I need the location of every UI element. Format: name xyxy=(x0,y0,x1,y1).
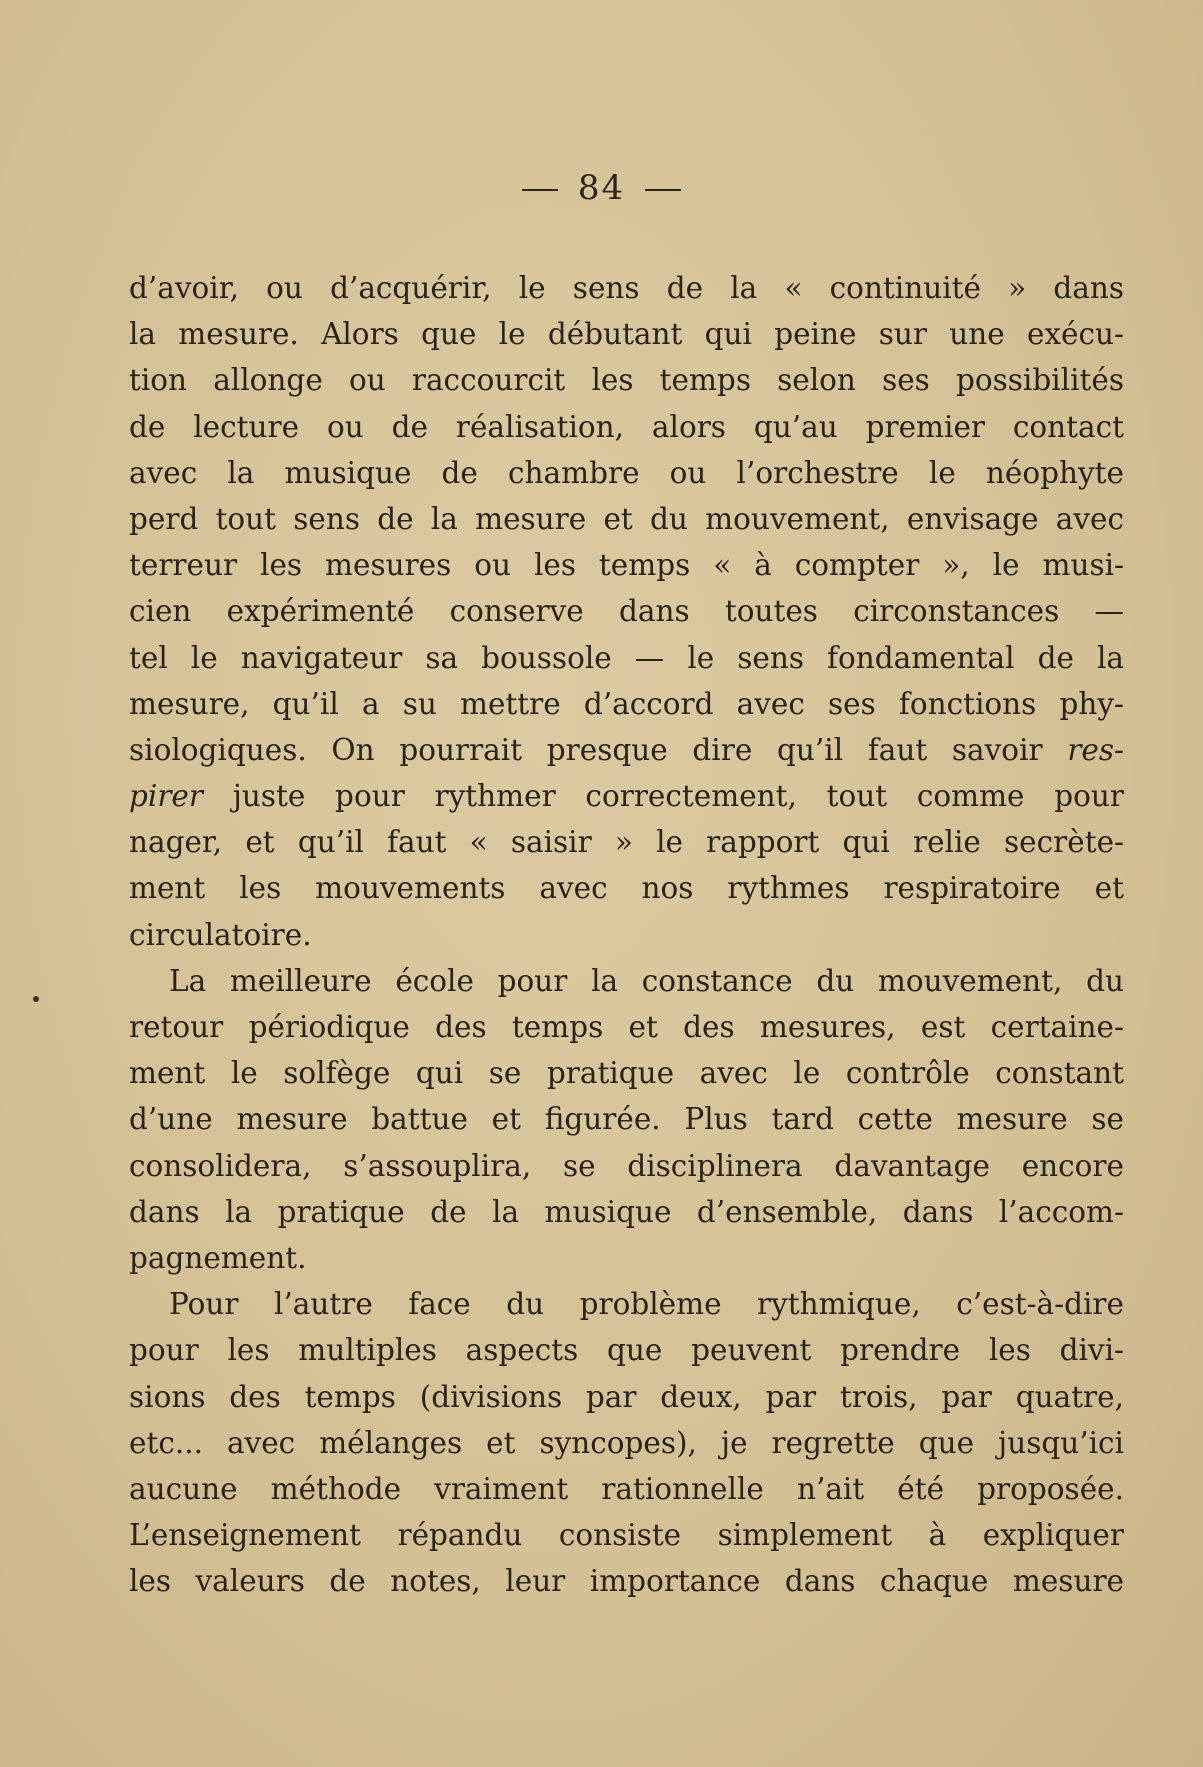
text-line: avec la musique de chambre ou l’orchestre le néophyte xyxy=(129,455,1124,490)
text-line: circulatoire. xyxy=(129,917,312,952)
text-line: mesure, qu’il a su mettre d’accord avec ses fonctions phy- xyxy=(129,686,1124,721)
text-line: tel le navigateur sa boussole — le sens fondamental de la xyxy=(129,640,1124,675)
folio-dash-left xyxy=(522,189,558,191)
text-line: nager, et qu’il faut « saisir » le rapport qui relie secrète- xyxy=(129,825,1124,860)
text-line: tion allonge ou raccourcit les temps selon ses possibilités xyxy=(129,363,1124,398)
text-line: retour périodique des temps et des mesures, est certaine- xyxy=(129,1010,1124,1044)
text-line: La meilleure école pour la constance du mouvement, du xyxy=(169,963,1124,998)
text-line: pour les multiples aspects que peuvent prendre les divi- xyxy=(129,1333,1124,1368)
body-text xyxy=(129,265,1124,1604)
paper-speck xyxy=(33,996,39,1002)
text-line: L’enseignement répandu consiste simplement à expliquer xyxy=(129,1518,1124,1553)
text-line: consolidera, s’assouplira, se disciplinera davantage encore xyxy=(129,1148,1124,1183)
text-line: cien expérimenté conserve dans toutes circonstances — xyxy=(129,594,1124,629)
text-line: dans la pratique de la musique d’ensemble, dans l’accom- xyxy=(129,1194,1124,1229)
text-line: pirer juste pour rythmer correctement, tout comme pour xyxy=(129,779,1124,814)
folio-dash-right xyxy=(645,189,681,191)
text-line: aucune méthode vraiment rationnelle n’ait été proposée. xyxy=(129,1471,1124,1506)
text-line: d’avoir, ou d’acquérir, le sens de la « continuité » dans xyxy=(129,271,1124,305)
text-line: terreur les mesures ou les temps « à compter », le musi- xyxy=(129,548,1124,583)
text-line: de lecture ou de réalisation, alors qu’au premier contact xyxy=(129,409,1124,444)
italic-word: pirer xyxy=(129,779,203,814)
text-line: siologiques. On pourrait presque dire qu’il faut savoir res- xyxy=(129,732,1124,767)
text-line: ment les mouvements avec nos rythmes respiratoire et xyxy=(129,871,1124,906)
text-line: la mesure. Alors que le débutant qui peine sur une exécu- xyxy=(129,317,1124,352)
italic-word: res- xyxy=(1067,732,1124,767)
text-line: Pour l’autre face du problème rythmique, c’est-à-dire xyxy=(169,1287,1124,1322)
page-number xyxy=(0,168,1203,208)
text-line: sions des temps (divisions par deux, par trois, par quatre, xyxy=(129,1379,1124,1414)
text-line: les valeurs de notes, leur importance dans chaque mesure xyxy=(129,1564,1124,1599)
text-line: d’une mesure battue et figurée. Plus tard cette mesure se xyxy=(129,1102,1124,1137)
text-line: pagnement. xyxy=(129,1240,307,1275)
text-line: ment le solfège qui se pratique avec le contrôle constant xyxy=(129,1056,1124,1091)
text-line: perd tout sens de la mesure et du mouvement, envisage avec xyxy=(129,501,1124,536)
page-number-value: 84 xyxy=(577,168,626,208)
text-line: etc... avec mélanges et syncopes), je regrette que jusqu’ici xyxy=(129,1425,1124,1460)
